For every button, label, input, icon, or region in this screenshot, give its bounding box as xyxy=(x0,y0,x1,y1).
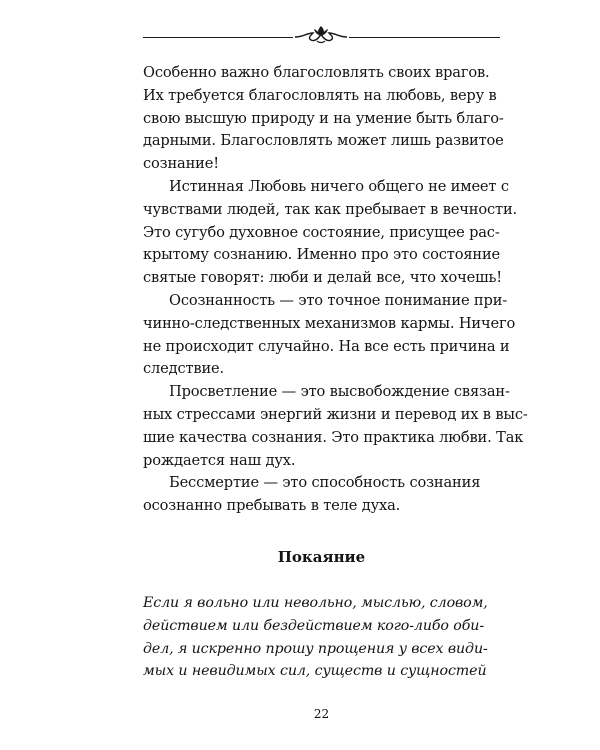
lotus-ornament-icon xyxy=(293,24,349,46)
paragraph-line: святые говорят: люби и делай все, что хочешь! xyxy=(143,269,503,287)
paragraph-line: Осознанность — это точное понимание при- xyxy=(169,291,508,309)
prayer-line: мых и невидимых сил, существ и сущностей xyxy=(143,663,487,680)
paragraph-line: Особенно важно благословлять своих врагов. xyxy=(143,64,490,81)
paragraph-line: дарными. Благословлять может лишь развитое xyxy=(143,132,504,150)
paragraph-line: Их требуется благословлять на любовь, веру в xyxy=(143,86,497,104)
header-rule-right xyxy=(349,37,500,38)
page-number: 22 xyxy=(313,707,330,721)
paragraph-line: шие качества сознания. Это практика любви. Так xyxy=(143,428,524,446)
header-rule-left xyxy=(143,37,293,38)
prayer-text xyxy=(143,592,503,683)
prayer-line: действием или бездействием кого-либо оби- xyxy=(143,617,485,634)
paragraph-line: чувствами людей, так как пребывает в вечности. xyxy=(143,200,518,218)
paragraph-line: Это сугубо духовное состояние, присущее рас- xyxy=(143,223,500,241)
paragraph-line: чинно-следственных механизмов кармы. Ничего xyxy=(143,314,516,332)
body-text xyxy=(143,62,528,518)
paragraph-line: не происходит случайно. На все есть причина и xyxy=(143,337,510,355)
paragraph-line: сознание! xyxy=(143,155,219,173)
paragraph-line: крытому сознанию. Именно про это состояние xyxy=(143,246,501,264)
paragraph-line: Бессмертие — это способность сознания xyxy=(169,474,481,492)
paragraph-line: следствие. xyxy=(143,360,225,378)
paragraph-line: рождается наш дух. xyxy=(143,451,296,469)
paragraph-line: ных стрессами энергий жизни и перевод их в выс- xyxy=(143,405,528,423)
prayer-line: Если я вольно или невольно, мыслью, словом, xyxy=(143,595,488,611)
paragraph-line: осознанно пребывать в теле духа. xyxy=(143,497,401,515)
paragraph-line: свою высшую природу и на умение быть благо- xyxy=(143,109,504,127)
section-title: Покаяние xyxy=(277,548,366,566)
paragraph-line: Истинная Любовь ничего общего не имеет с xyxy=(169,177,509,195)
header-ornament xyxy=(143,24,500,46)
paragraph-line: Просветление — это высвобождение связан- xyxy=(169,383,510,401)
prayer-line: дел, я искренно прошу прощения у всех види- xyxy=(143,640,488,657)
